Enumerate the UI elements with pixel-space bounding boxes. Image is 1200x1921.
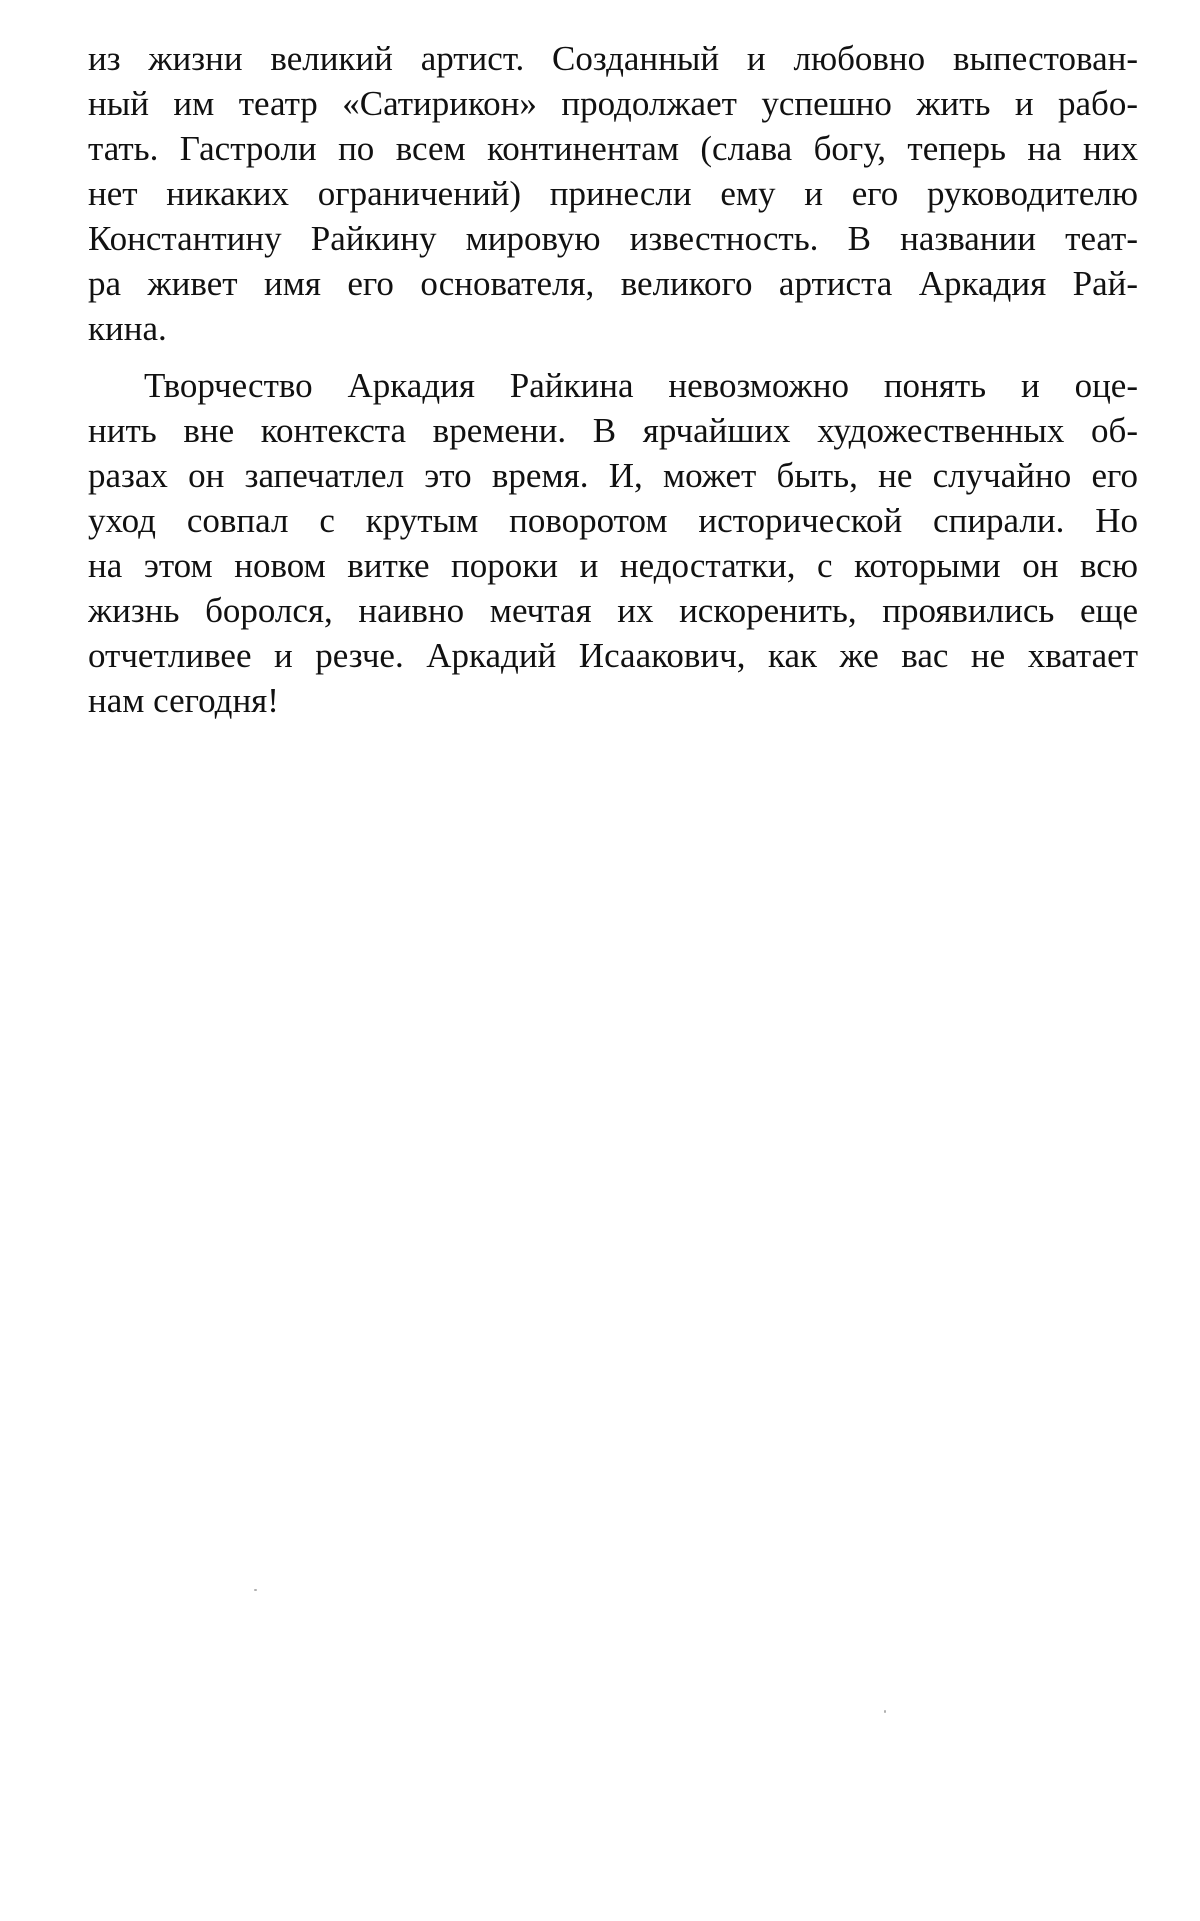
text-line: нам сегодня! [88,681,279,720]
paragraph-gap [88,351,1138,363]
paragraph-2 [88,363,1138,723]
text-line: нет никаких ограничений) принесли ему и его руководителю [88,174,1138,213]
text-line: разах он запечатлел это время. И, может быть, не случайно его [88,456,1138,495]
text-line: нить вне контекста времени. В ярчайших художественных об- [88,411,1138,450]
text-line: уход совпал с крутым поворотом исторической спирали. Но [88,501,1138,540]
text-line: на этом новом витке пороки и недостатки, с которыми он всю [88,546,1138,585]
scan-speck [254,1589,257,1591]
text-line: из жизни великий артист. Созданный и любовно выпестован- [88,39,1138,78]
text-line: тать. Гастроли по всем континентам (слава богу, теперь на них [88,129,1138,168]
text-line: ра живет имя его основателя, великого артиста Аркадия Рай- [88,264,1138,303]
text-line: жизнь боролся, наивно мечтая их искоренить, проявились еще [88,591,1138,630]
text-line: ный им театр «Сатирикон» продолжает успешно жить и рабо- [88,84,1138,123]
text-line: кина. [88,309,167,348]
page-text [88,36,1138,723]
text-line: Константину Райкину мировую известность. В названии теат- [88,219,1138,258]
text-line: Творчество Аркадия Райкина невозможно понять и оце- [144,366,1138,405]
paragraph-1 [88,36,1138,351]
scan-speck [884,1710,886,1713]
text-line: отчетливее и резче. Аркадий Исаакович, как же вас не хватает [88,636,1138,675]
